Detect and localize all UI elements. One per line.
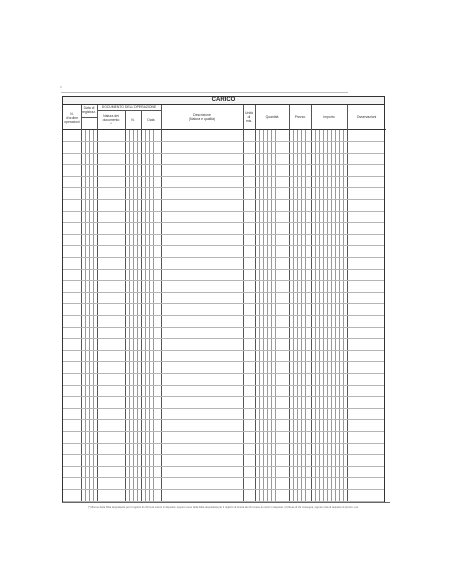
table-row xyxy=(63,396,384,397)
sub-column-divider xyxy=(145,130,146,503)
table-row xyxy=(63,280,384,281)
footnote: (*) Bonne della Ditta depositante per il registro di chi ha la merce in deposito; oppure nome della Ditta depositaria per il registro di tenuta da chi invece le merci in deposito. (2) Rese di chi consegna, oppure nota di acquisto di prezzo, ecc. xyxy=(88,506,360,509)
ledger-form xyxy=(62,96,385,502)
table-row xyxy=(63,234,384,235)
header-prezzo: Prezzo xyxy=(294,115,306,119)
table-row xyxy=(63,408,384,409)
header-data-registrazione: Data di registraz. xyxy=(82,106,96,114)
sub-column-divider xyxy=(267,130,268,503)
table-row xyxy=(63,245,384,246)
sub-column-divider xyxy=(301,130,302,503)
sub-column-divider xyxy=(343,130,344,503)
table-row xyxy=(63,315,384,316)
table-row xyxy=(63,269,384,270)
sub-column-divider xyxy=(263,130,264,503)
sub-column-divider xyxy=(271,130,272,503)
table-row xyxy=(63,211,384,212)
table-row xyxy=(63,222,384,223)
header-natura-documento: Natura del documento * xyxy=(102,114,120,126)
sub-column-divider xyxy=(153,130,154,503)
sub-column-divider xyxy=(293,130,294,503)
sub-column-divider xyxy=(335,130,336,503)
table-row xyxy=(63,443,384,444)
table-row xyxy=(63,350,384,351)
sub-column-divider xyxy=(93,130,94,503)
table-row xyxy=(63,327,384,328)
header-documento-operazione: DOCUMENTO DELL'OPERAZIONE xyxy=(101,105,157,109)
sub-column-divider xyxy=(319,130,320,503)
sub-column-divider xyxy=(297,130,298,503)
table-row xyxy=(63,477,384,478)
header-data: Data xyxy=(147,118,155,122)
sub-column-divider xyxy=(323,130,324,503)
header-date-subdivider xyxy=(81,117,97,118)
sub-column-divider xyxy=(137,130,138,503)
sub-column-divider xyxy=(85,130,86,503)
table-row xyxy=(63,164,384,165)
table-row xyxy=(63,373,384,374)
column-divider xyxy=(141,110,142,503)
sub-column-divider xyxy=(305,130,306,503)
sub-column-divider xyxy=(275,130,276,503)
footnote-rule xyxy=(62,502,390,503)
table-row xyxy=(63,199,384,200)
sub-column-divider xyxy=(133,130,134,503)
header-subdivider xyxy=(97,110,161,111)
header-n-ordine: N. d'ordine operazioni xyxy=(64,112,80,124)
corner-mark: c xyxy=(60,84,62,89)
section-title: CARICO xyxy=(63,97,384,105)
table-row xyxy=(63,257,384,258)
table-row xyxy=(63,338,384,339)
header-quantita: Quantità xyxy=(265,115,279,119)
header-numero: N. xyxy=(131,118,135,122)
header-bottom-rule xyxy=(63,129,386,130)
table-row xyxy=(63,466,384,467)
table-row xyxy=(63,187,384,188)
sub-column-divider xyxy=(89,130,90,503)
table-row xyxy=(63,431,384,432)
sub-column-divider xyxy=(327,130,328,503)
table-row xyxy=(63,303,384,304)
sub-column-divider xyxy=(339,130,340,503)
header-unita-misura: Unità di mis. xyxy=(245,111,253,123)
table-row xyxy=(63,489,384,490)
table-row xyxy=(63,361,384,362)
sub-column-divider xyxy=(259,130,260,503)
table-row xyxy=(63,292,384,293)
sub-column-divider xyxy=(129,130,130,503)
header-descrizione: Descrizione (Natura e qualità) xyxy=(188,113,216,121)
table-row xyxy=(63,385,384,386)
table-row xyxy=(63,176,384,177)
top-rule xyxy=(61,92,348,93)
header-importo: Importo xyxy=(323,115,335,119)
header-osservazioni: Osservazioni xyxy=(356,115,377,119)
sub-column-divider xyxy=(315,130,316,503)
table-row xyxy=(63,454,384,455)
column-divider xyxy=(125,110,126,503)
sub-column-divider xyxy=(149,130,150,503)
table-row xyxy=(63,153,384,154)
table-row xyxy=(63,419,384,420)
table-row xyxy=(63,141,384,142)
sub-column-divider xyxy=(331,130,332,503)
